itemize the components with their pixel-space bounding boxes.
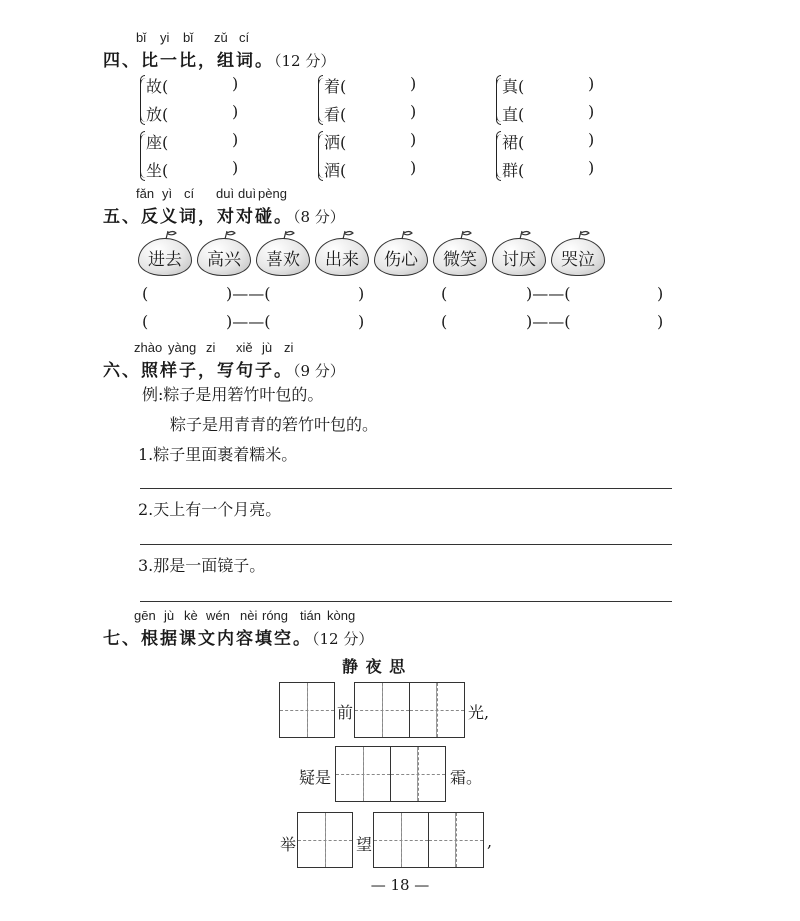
pinyin: zi xyxy=(206,340,216,355)
pinyin: wén xyxy=(206,608,230,623)
pair-open: ( xyxy=(441,312,448,331)
page-number: — 18 — xyxy=(370,876,430,894)
section4-title-text: 四、比一比，组词。 xyxy=(103,51,274,71)
leaf-icon xyxy=(340,230,354,240)
pinyin-bi: bǐ xyxy=(136,30,147,45)
poem-char: 疑是 xyxy=(299,768,332,787)
writing-grid[interactable] xyxy=(409,682,465,738)
apple-card[interactable] xyxy=(138,238,192,276)
pinyin: yì xyxy=(162,186,173,201)
pinyin: yàng xyxy=(168,340,197,355)
section7-title xyxy=(103,624,373,649)
answer-line[interactable] xyxy=(140,544,672,545)
exercise-item-2: 2.天上有一个月亮。 xyxy=(138,500,282,519)
word-slot-close: ) xyxy=(588,74,595,93)
word-slot-close: ) xyxy=(232,74,239,93)
section5-title xyxy=(103,202,345,227)
pinyin: róng xyxy=(262,608,289,623)
section4-score: （12 分） xyxy=(274,52,336,70)
pinyin: gēn xyxy=(134,608,156,623)
grid-group xyxy=(279,682,335,738)
grid-group xyxy=(373,812,484,868)
pinyin: xiě xyxy=(236,340,253,355)
answer-line[interactable] xyxy=(140,488,672,489)
pinyin: nèi xyxy=(240,608,258,623)
word-slot[interactable]: 坐( xyxy=(146,161,169,180)
leaf-icon xyxy=(399,230,413,240)
section5-score: （8 分） xyxy=(293,208,345,226)
apple-word: 伤心 xyxy=(384,249,418,270)
apple-word: 讨厌 xyxy=(502,249,536,270)
leaf-icon xyxy=(458,230,472,240)
pinyin-yi: yi xyxy=(160,30,170,45)
apple-word: 出来 xyxy=(325,249,359,270)
pair-middle[interactable]: )——( xyxy=(526,312,571,331)
writing-grid[interactable] xyxy=(297,812,353,868)
pinyin: kè xyxy=(184,608,198,623)
apple-word: 进去 xyxy=(148,249,182,270)
writing-grid[interactable] xyxy=(354,682,410,738)
poem-char: 前 xyxy=(337,703,354,722)
pinyin: kòng xyxy=(327,608,356,623)
writing-grid[interactable] xyxy=(335,746,391,802)
section6-score: （9 分） xyxy=(293,362,345,380)
example-answer: 粽子是用青青的箬竹叶包的。 xyxy=(170,415,379,434)
exercise-item-3: 3.那是一面镜子。 xyxy=(138,556,266,575)
apple-word: 哭泣 xyxy=(561,249,595,270)
pair-open: ( xyxy=(441,284,448,303)
word-slot-close: ) xyxy=(232,158,239,177)
word-slot-close: ) xyxy=(588,158,595,177)
leaf-icon xyxy=(163,230,177,240)
apple-card[interactable] xyxy=(374,238,428,276)
section7-title-text: 七、根据课文内容填空。 xyxy=(103,629,312,649)
apple-card[interactable] xyxy=(197,238,251,276)
example-sentence: 例:粽子是用箬竹叶包的。 xyxy=(142,385,324,404)
pair-open: ( xyxy=(142,284,149,303)
word-slot[interactable]: 群( xyxy=(502,161,525,180)
poem-char: 光, xyxy=(468,703,490,722)
pinyin: cí xyxy=(184,186,195,201)
section5-title-text: 五、反义词，对对碰。 xyxy=(103,207,293,227)
apple-card[interactable] xyxy=(492,238,546,276)
pinyin: jù xyxy=(262,340,273,355)
poem-char: 霜。 xyxy=(450,768,483,787)
pinyin: pèng xyxy=(258,186,287,201)
writing-grid[interactable] xyxy=(373,812,429,868)
apple-card[interactable] xyxy=(256,238,310,276)
pair-middle[interactable]: )——( xyxy=(226,312,271,331)
word-slot[interactable]: 放( xyxy=(146,105,169,124)
pinyin-zu: zǔ xyxy=(214,30,228,45)
grid-group xyxy=(354,682,465,738)
apple-word: 高兴 xyxy=(207,249,241,270)
pinyin: fǎn xyxy=(136,186,155,201)
section6-title-text: 六、照样子，写句子。 xyxy=(103,361,293,381)
grid-group xyxy=(297,812,353,868)
apple-card[interactable] xyxy=(433,238,487,276)
section6-title xyxy=(103,356,345,381)
writing-grid[interactable] xyxy=(279,682,335,738)
pair-close: ) xyxy=(657,284,664,303)
pinyin: duì xyxy=(216,186,235,201)
word-slot[interactable]: 直( xyxy=(502,105,525,124)
word-slot[interactable]: 酒( xyxy=(324,161,347,180)
apple-word: 微笑 xyxy=(443,249,477,270)
pair-close: ) xyxy=(358,312,365,331)
apple-card[interactable] xyxy=(315,238,369,276)
pinyin: jù xyxy=(164,608,175,623)
poem-char: 望 xyxy=(356,835,373,854)
exercise-item-1: 1.粽子里面裹着糯米。 xyxy=(138,445,298,464)
pair-middle[interactable]: )——( xyxy=(226,284,271,303)
pinyin: tián xyxy=(300,608,321,623)
section4-title xyxy=(103,46,335,71)
pinyin: zi xyxy=(284,340,294,355)
word-slot[interactable]: 洒( xyxy=(324,133,347,152)
pair-close: ) xyxy=(358,284,365,303)
word-slot-close: ) xyxy=(410,102,417,121)
word-slot[interactable]: 真( xyxy=(502,77,525,96)
word-slot[interactable]: 看( xyxy=(324,105,347,124)
section7-score: （12 分） xyxy=(312,630,374,648)
grid-group xyxy=(335,746,446,802)
apple-card[interactable] xyxy=(551,238,605,276)
word-slot-close: ) xyxy=(588,130,595,149)
pinyin-ci: cí xyxy=(239,30,250,45)
pair-middle[interactable]: )——( xyxy=(526,284,571,303)
leaf-icon xyxy=(281,230,295,240)
pinyin: duì xyxy=(238,186,257,201)
leaf-icon xyxy=(222,230,236,240)
word-slot-close: ) xyxy=(410,130,417,149)
poem-char: 举 xyxy=(280,835,297,854)
word-slot[interactable]: 座( xyxy=(146,133,169,152)
word-slot-close: ) xyxy=(410,158,417,177)
poem-char: , xyxy=(487,832,493,851)
word-slot[interactable]: 故( xyxy=(146,77,169,96)
writing-grid[interactable] xyxy=(428,812,484,868)
word-slot-close: ) xyxy=(588,102,595,121)
word-slot-close: ) xyxy=(232,102,239,121)
pair-open: ( xyxy=(142,312,149,331)
pinyin-bi2: bǐ xyxy=(183,30,194,45)
word-slot[interactable]: 裙( xyxy=(502,133,525,152)
word-slot-close: ) xyxy=(232,130,239,149)
leaf-icon xyxy=(517,230,531,240)
leaf-icon xyxy=(576,230,590,240)
answer-line[interactable] xyxy=(140,601,672,602)
poem-title: 静 夜 思 xyxy=(342,657,407,676)
pair-close: ) xyxy=(657,312,664,331)
apple-word: 喜欢 xyxy=(266,249,300,270)
pinyin: zhào xyxy=(134,340,163,355)
writing-grid[interactable] xyxy=(390,746,446,802)
word-slot-close: ) xyxy=(410,74,417,93)
word-slot[interactable]: 着( xyxy=(324,77,347,96)
